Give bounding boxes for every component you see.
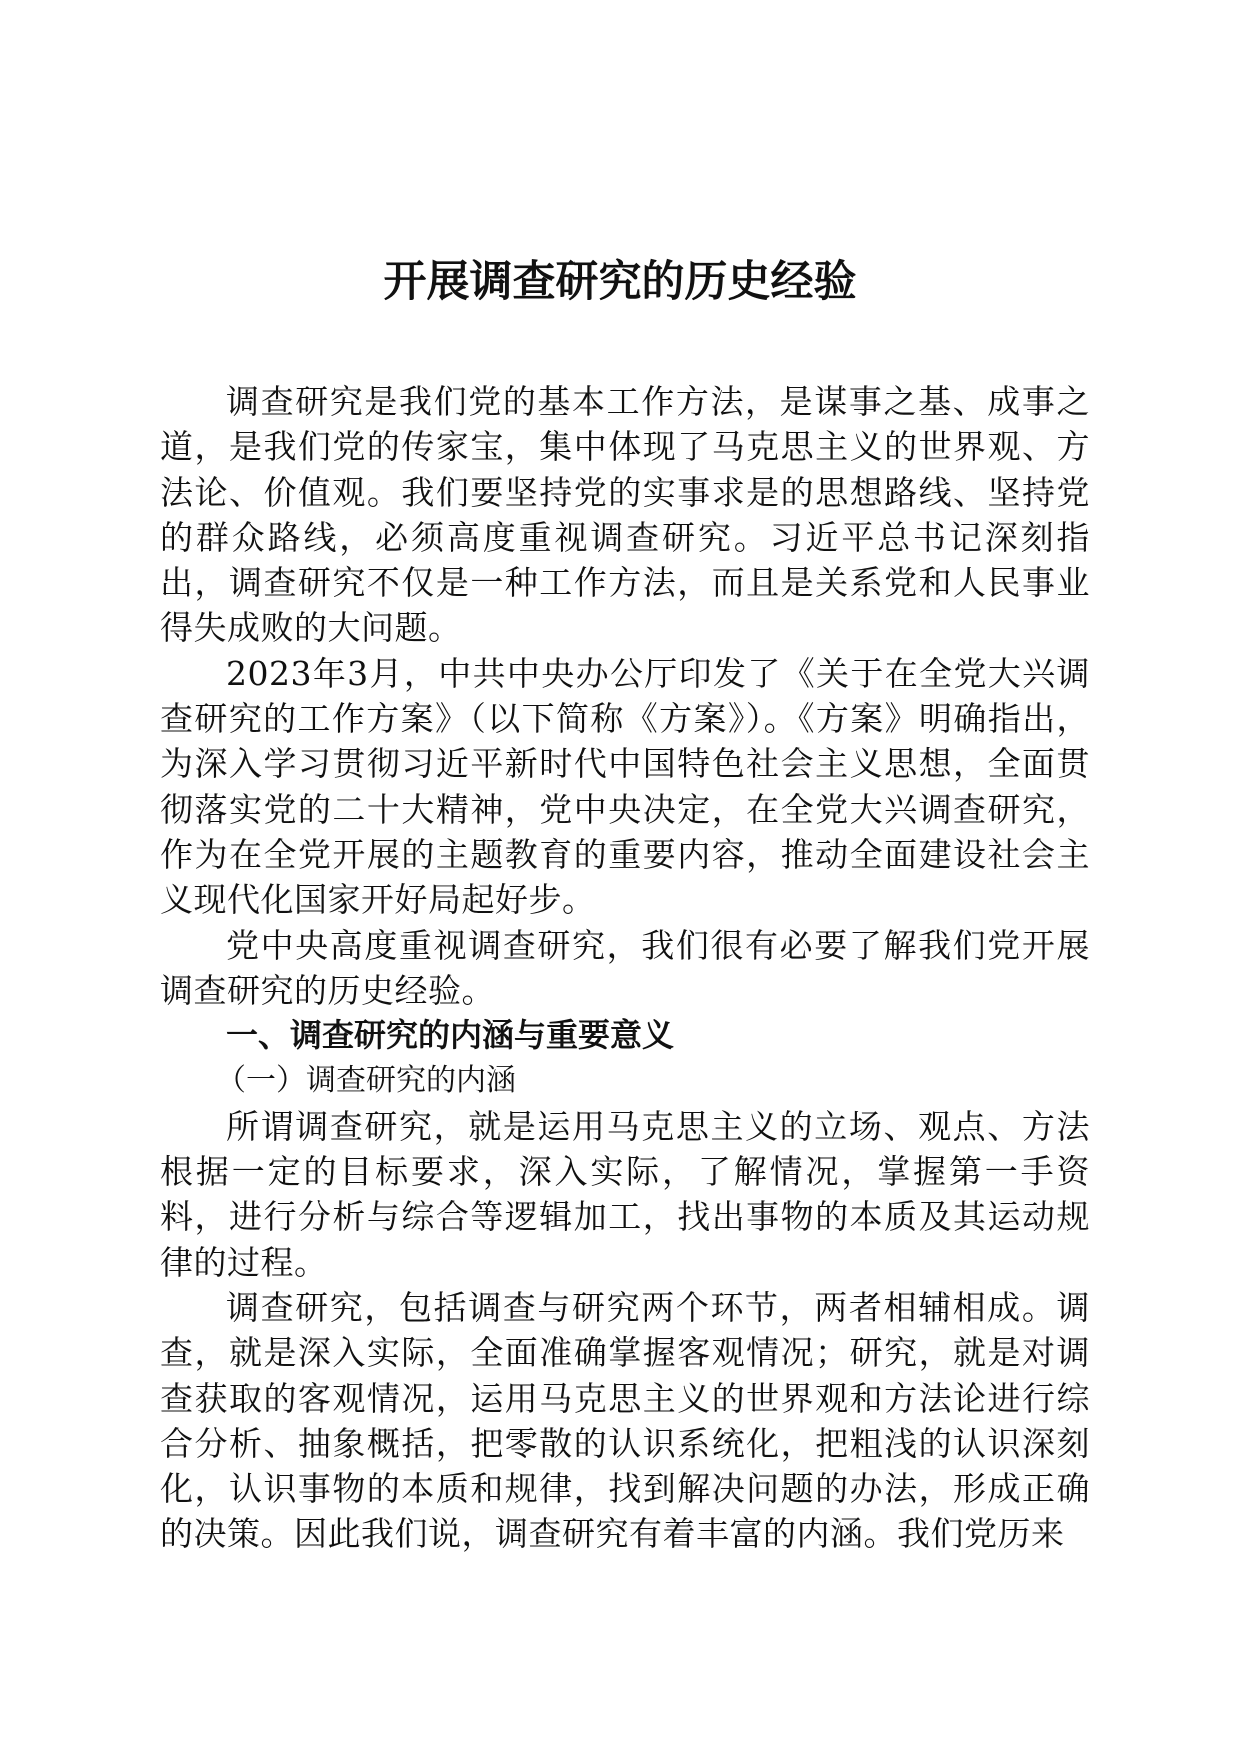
section-heading: 一、调查研究的内涵与重要意义 bbox=[226, 1016, 675, 1055]
document-title: 开展调查研究的历史经验 bbox=[383, 257, 857, 307]
paragraph: 2023年3月，中共中央办公厅印发了《关于在全党大兴调查研究的工作方案》（以下简称《方案》）。《方案》明确指出，为深入学习贯彻习近平新时代中国特色社会主义思想，全面贯彻落实党的二十大精神，党中央决定，在全党大兴调查研究，作为在全党开展的主题教育的重要内容，推动全面建设社会主义现代化国家开好局起好步。 bbox=[160, 653, 1090, 920]
subsection-heading: （一）调查研究的内涵 bbox=[216, 1063, 516, 1099]
paragraph: 党中央高度重视调查研究，我们很有必要了解我们党开展调查研究的历史经验。 bbox=[160, 925, 1090, 1010]
document-body bbox=[160, 379, 1090, 1557]
paragraph: 调查研究，包括调查与研究两个环节，两者相辅相成。调查，就是深入实际，全面准确掌握客观情况；研究，就是对调查获取的客观情况，运用马克思主义的世界观和方法论进行综合分析、抽象概括，把零散的认识系统化，把粗浅的认识深刻化，认识事物的本质和规律，找到解决问题的办法，形成正确的决策。因此我们说，调查研究有着丰富的内涵。我们党历来 bbox=[160, 1287, 1090, 1554]
paragraph: 调查研究是我们党的基本工作方法，是谋事之基、成事之道，是我们党的传家宝，集中体现了马克思主义的世界观、方法论、价值观。我们要坚持党的实事求是的思想路线、坚持党的群众路线，必须高度重视调查研究。习近平总书记深刻指出，调查研究不仅是一种工作方法，而且是关系党和人民事业得失成败的大问题。 bbox=[160, 382, 1090, 648]
paragraph: 所谓调查研究，就是运用马克思主义的立场、观点、方法根据一定的目标要求，深入实际，了解情况，掌握第一手资料，进行分析与综合等逻辑加工，找出事物的本质及其运动规律的过程。 bbox=[160, 1106, 1090, 1282]
